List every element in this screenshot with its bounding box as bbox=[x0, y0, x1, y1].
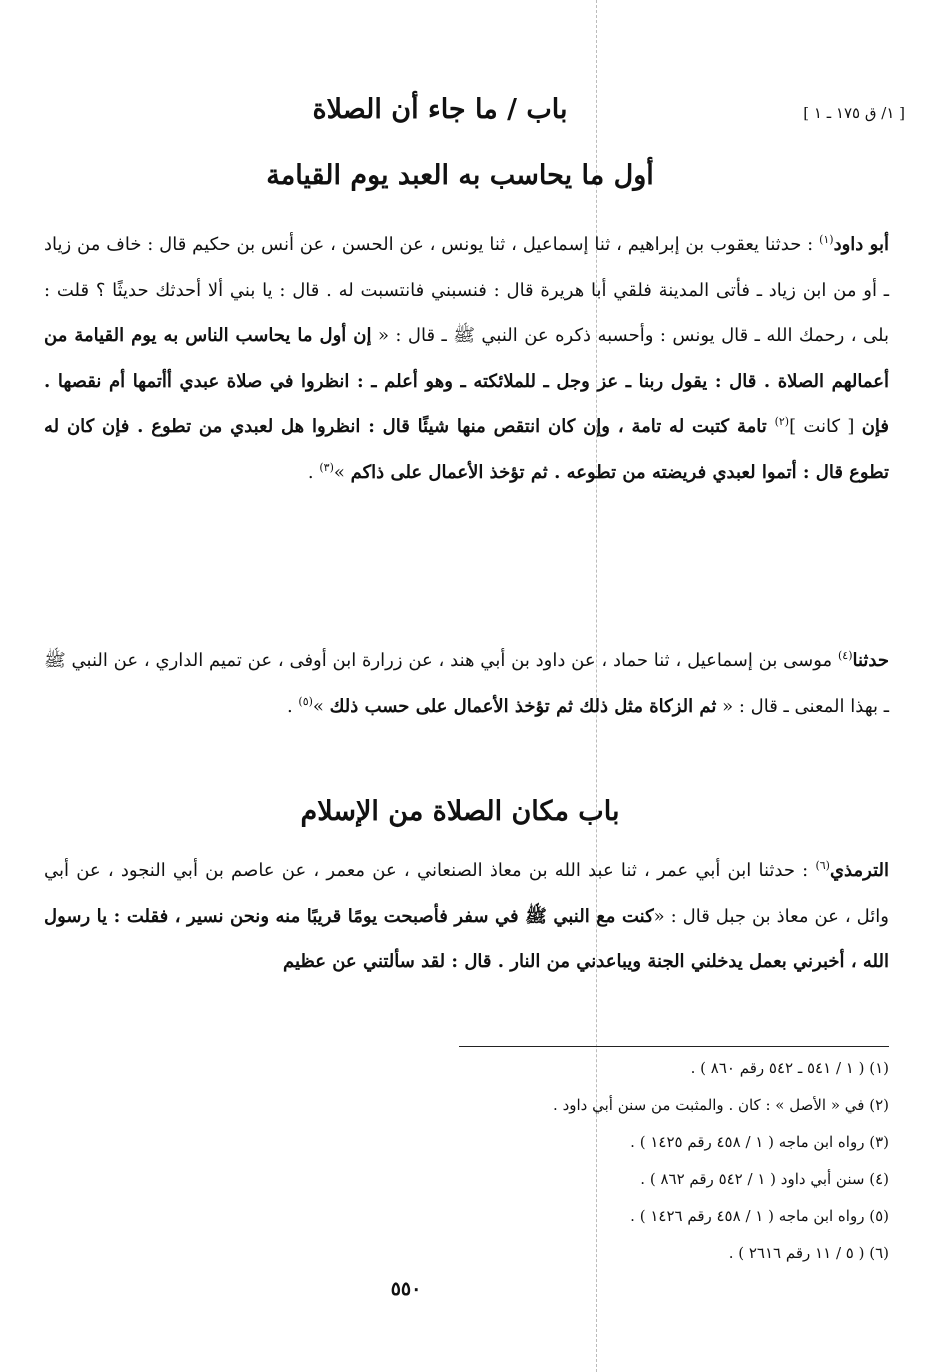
hadith-paragraph-second-chain bbox=[44, 638, 889, 729]
hadith-matn-text: كنت مع النبي ﷺ في سفر فأصبحت يومًا قريبًا منه ونحن نسير ، فقلت : يا رسول الله ، أخبرني بعمل يدخلني الجنة ويباعدني من النار . قال : لقد سألتني عن عظيم bbox=[44, 905, 889, 972]
hadith-matn-text: إن أول ما يحاسب الناس به يوم القيامة من أعمالهم الصلاة . قال : يقول ربنا ـ عز وجل ـ للملائكته ـ وهو أعلم ـ : انظروا في صلاة عبدي أأتمها أم نقصها . فإن bbox=[44, 325, 890, 437]
footnote-marker-5[interactable]: (٥) bbox=[298, 694, 313, 708]
page-number: ٥٥٠ bbox=[390, 1278, 422, 1300]
footnote-marker-4[interactable]: (٤) bbox=[837, 649, 853, 662]
footnote-marker-6[interactable]: (٦) bbox=[815, 859, 830, 872]
narrator-label: أبو داود bbox=[833, 234, 889, 255]
bracketed-insertion: [ كانت ] bbox=[789, 416, 862, 437]
isnad-text: موسى بن إسماعيل ، ثنا حماد ، عن داود بن أبي هند ، عن زرارة ابن أوفى ، عن تميم الداري ، عن النبي ﷺ ـ بهذا المعنى ـ قال : « bbox=[44, 650, 889, 717]
isnad-text: : حدثنا ابن أبي عمر ، ثنا عبد الله بن معاذ الصنعاني ، عن معمر ، عن عاصم بن أبي النجود ، عن أبي وائل ، عن معاذ بن جبل قال : « bbox=[44, 860, 889, 927]
footnote-6: (٦) ( ٥ / ١١ رقم ٢٦١٦ ) . bbox=[728, 1244, 889, 1262]
footnote-marker-3[interactable]: (٣) bbox=[319, 460, 334, 474]
closing-quote: » bbox=[333, 461, 351, 483]
isnad-text: : حدثنا يعقوب بن إبراهيم ، ثنا إسماعيل ، ثنا يونس ، عن الحسن ، عن أنس بن حكيم قال : خاف من زياد ـ أو من ابن زياد ـ فأتى المدينة فلقي أبا هريرة قال : فنسبني فانتسبت له . قال : يا بني ألا أحدثك حديثًا ؟ قلت : بلى ، رحمك الله ـ قال يونس : وأحسبه ذكره عن النبي ﷺ ـ قال : « bbox=[44, 234, 889, 346]
footnotes bbox=[289, 1050, 889, 1272]
hadith-matn-text-continued: تامة كتبت له تامة ، وإن كان انتقص منها شيئًا قال : انظروا هل لعبدي من تطوع . فإن كان له تطوع قال : أتموا لعبدي فريضته من تطوعه . ثم تؤخذ الأعمال على ذاكم bbox=[44, 416, 889, 483]
chapter-subheading: أول ما يحاسب به العبد يوم القيامة bbox=[266, 160, 654, 191]
footnote-separator bbox=[459, 1046, 889, 1047]
chapter-heading: باب / ما جاء أن الصلاة bbox=[312, 94, 568, 125]
closing-quote: » bbox=[312, 695, 330, 717]
hadith-matn-text: ثم الزكاة مثل ذلك ثم تؤخذ الأعمال على حسب ذلك bbox=[329, 695, 717, 717]
footnote-marker-2[interactable]: (٢) bbox=[774, 415, 790, 428]
section-heading: باب مكان الصلاة من الإسلام bbox=[300, 796, 620, 827]
footnote-marker-1[interactable]: (١) bbox=[819, 233, 834, 246]
narrator-label: الترمذي bbox=[829, 860, 889, 881]
narrator-label: حدثنا bbox=[852, 650, 889, 671]
sentence-end: . bbox=[307, 461, 320, 483]
footnote-5: (٥) رواه ابن ماجه ( ١ / ٤٥٨ رقم ١٤٢٦ ) . bbox=[630, 1207, 889, 1225]
footnote-3: (٣) رواه ابن ماجه ( ١ / ٤٥٨ رقم ١٤٢٥ ) . bbox=[630, 1133, 889, 1151]
sentence-end: . bbox=[286, 695, 299, 717]
footnote-4: (٤) سنن أبي داود ( ١ / ٥٤٢ رقم ٨٦٢ ) . bbox=[640, 1170, 889, 1188]
hadith-paragraph-abu-dawud bbox=[44, 222, 889, 495]
footnote-2: (٢) في « الأصل » : كان . والمثبت من سنن أبي داود . bbox=[553, 1096, 889, 1114]
hadith-paragraph-tirmidhi bbox=[44, 848, 889, 985]
footnote-1: (١) ( ١ / ٥٤١ ـ ٥٤٢ رقم ٨٦٠ ) . bbox=[690, 1059, 889, 1077]
manuscript-reference: [ ١/ ق ١٧٥ ـ ١ ] bbox=[803, 104, 905, 122]
